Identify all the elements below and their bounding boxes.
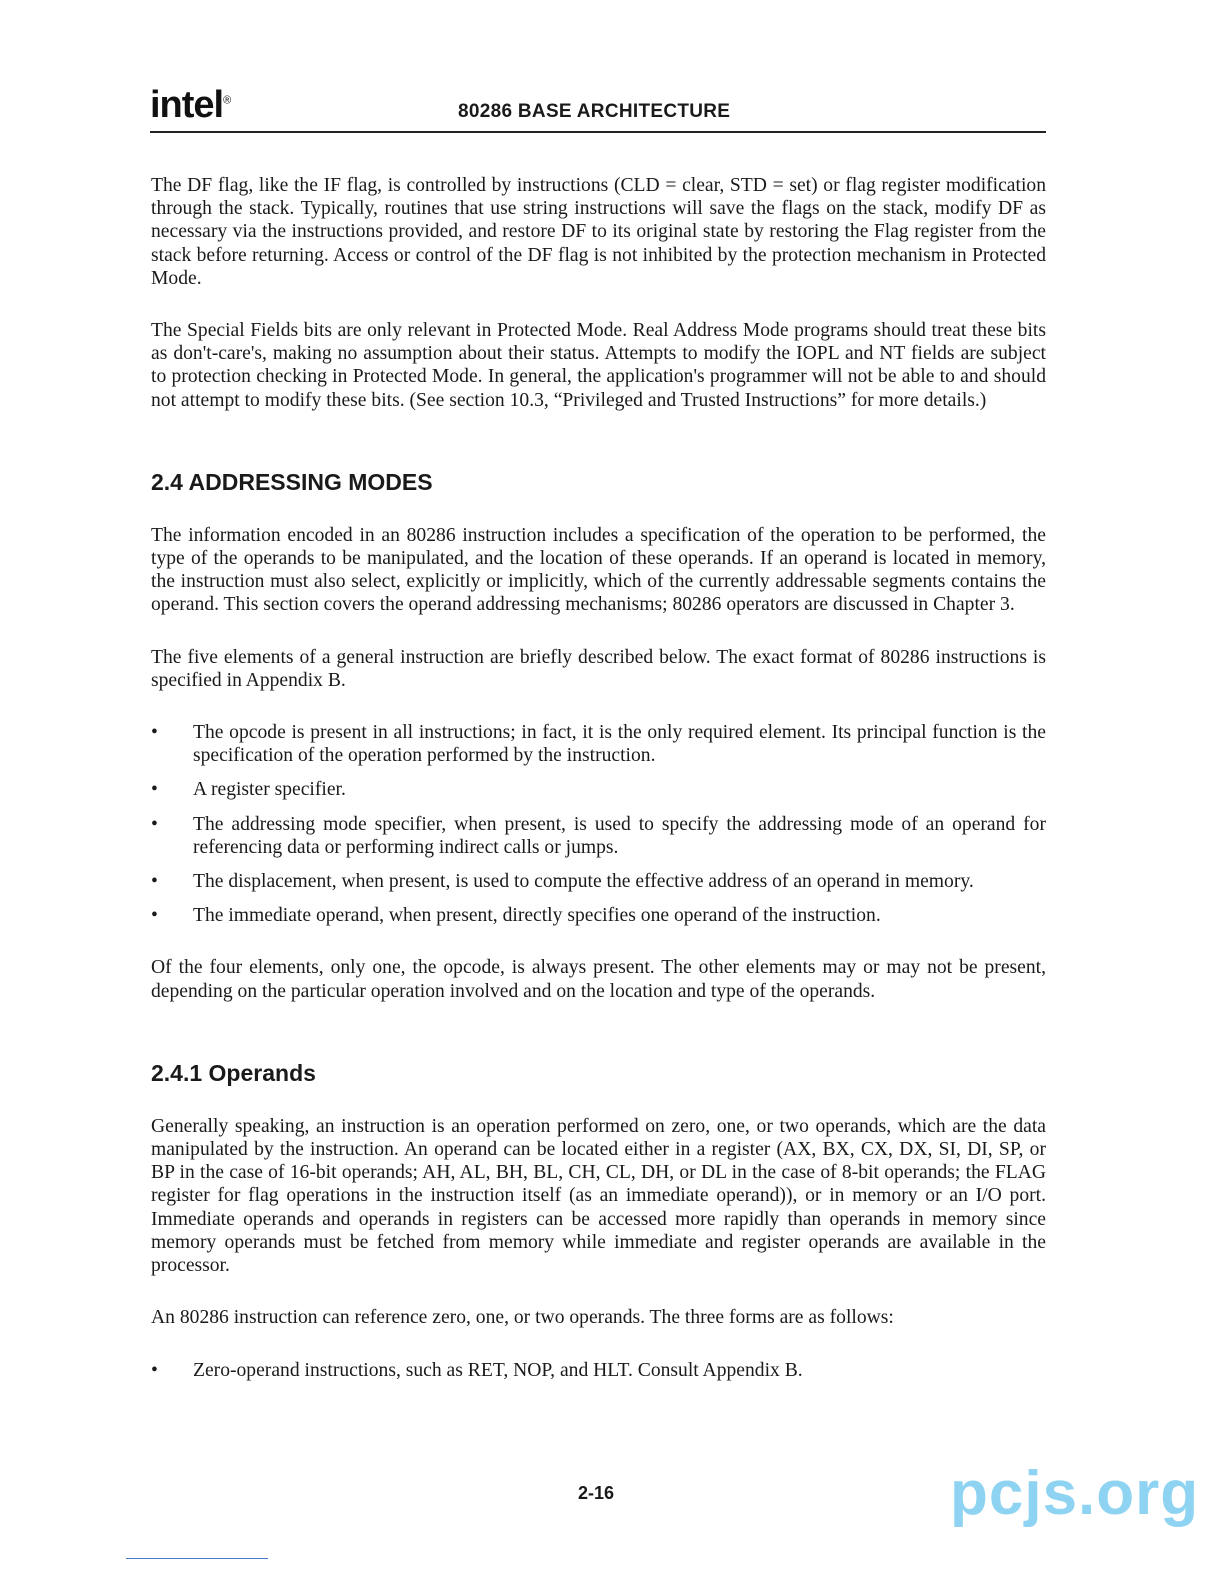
section-heading-addressing-modes: 2.4 ADDRESSING MODES xyxy=(151,468,433,495)
list-item: • The immediate operand, when present, directly specifies one operand of the instruction. xyxy=(151,904,1046,927)
intel-logo: intel® xyxy=(150,84,231,126)
list-item: • The displacement, when present, is used to compute the effective address of an operand in memory. xyxy=(151,870,1046,893)
operand-forms-list xyxy=(151,1359,1046,1382)
paragraph-special-fields: The Special Fields bits are only relevant in Protected Mode. Real Address Mode programs should treat these bits as don't-care's, making no assumption about their status. Attempts to modify the IOPL and NT fields are subject to protection checking in Protected Mode. In general, the application's programmer will not be able to and should not attempt to modify these bits. (See section 10.3, “Privileged and Trusted Instructions” for more details.) xyxy=(151,320,1046,411)
paragraph-addressing-intro: The information encoded in an 80286 instruction includes a specification of the operation to be performed, the type of the operands to be manipulated, and the location of these operands. If an operand is located in memory, the instruction must also select, explicitly or implicitly, which of the currently addressable segments contains the operand. This section covers the operand addressing mechanisms; 80286 operators are discussed in Chapter 3. xyxy=(151,524,1046,616)
list-item: • A register specifier. xyxy=(151,778,1046,801)
list-item: • The addressing mode specifier, when present, is used to specify the addressing mode of an operand for referencing data or performing indirect calls or jumps. xyxy=(151,813,1046,859)
header-divider xyxy=(150,131,1046,133)
paragraph-df-flag: The DF flag, like the IF flag, is controlled by instructions (CLD = clear, STD = set) or flag register modification through the stack. Typically, routines that use string instructions will save the flags on the stack, modify DF as necessary via the instructions provided, and restore DF to its original state by restoring the Flag register from the stack before returning. Access or control of the DF flag is not inhibited by the protection mechanism in Protected Mode. xyxy=(151,175,1046,289)
paragraph-four-elements: Of the four elements, only one, the opcode, is always present. The other elements may or may not be present, depending on the particular operation involved and on the location and type of the operands. xyxy=(151,957,1046,1002)
paragraph-operands-general: Generally speaking, an instruction is an operation performed on zero, one, or two operands, which are the data manipulated by the instruction. An operand can be located either in a register (AX, BX, CX, DX, SI, DI, SP, or BP in the case of 16-bit operands; AH, AL, BH, BL, CH, CL, DH, or DL in the case of 8-bit operands; the FLAG register for flag operations in the instruction itself (as an immediate operand)), or in memory or an I/O port. Immediate operands and operands in registers can be accessed more rapidly than operands in memory since memory operands must be fetched from memory while immediate and register operands are available in the processor. xyxy=(151,1115,1046,1277)
paragraph-five-elements: The five elements of a general instruction are briefly described below. The exact format of 80286 instructions is specified in Appendix B. xyxy=(151,646,1046,691)
paragraph-operand-forms: An 80286 instruction can reference zero, one, or two operands. The three forms are as follows: xyxy=(151,1307,894,1329)
page-number: 2-16 xyxy=(578,1483,615,1503)
list-item: • The opcode is present in all instructions; in fact, it is the only required element. Its principal function is the specification of the operation performed by the instruction. xyxy=(151,721,1046,767)
bottom-link-underline xyxy=(126,1558,268,1559)
pcjs-watermark: pcjs.org xyxy=(950,1459,1200,1528)
instruction-elements-list xyxy=(151,721,1046,927)
page-body xyxy=(151,174,1046,1393)
page-header-title: 80286 BASE ARCHITECTURE xyxy=(458,101,731,122)
list-item: • Zero-operand instructions, such as RET, NOP, and HLT. Consult Appendix B. xyxy=(151,1359,1046,1382)
section-heading-operands: 2.4.1 Operands xyxy=(151,1059,316,1086)
